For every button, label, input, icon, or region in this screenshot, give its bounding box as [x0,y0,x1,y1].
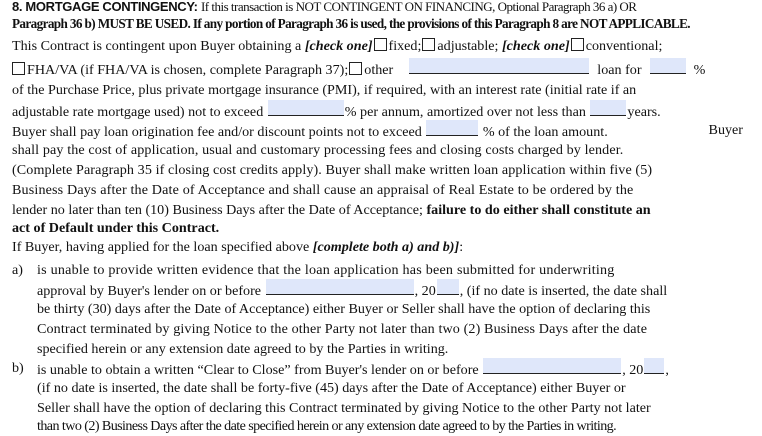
percent-sign: % [693,62,706,78]
underwriting-date-field[interactable] [266,279,414,295]
paragraph-35-text: (Complete Paragraph 35 if closing cost credits apply). Buyer shall make written loan application within five (5) [12,162,653,178]
appraisal-line [12,180,743,200]
condition-a-text-3: be thirty (30) days after the Date of Acceptance) either Buyer or Seller shall have the option of declaring this [37,301,651,317]
costs-text: shall pay the cost of application, usual and customary processing fees and closing costs charged by lender. [12,142,624,158]
conventional-checkbox[interactable] [571,38,584,51]
condition-b-line-1-content [37,358,743,380]
condition-a-line-2 [0,279,762,299]
condition-a-line-1 [0,260,762,280]
paragraph-35-line [12,160,743,180]
underwriting-year-field[interactable] [437,279,459,295]
loan-for-label: loan for [597,62,642,78]
condition-a-line-5 [0,339,762,359]
default-warning-text-2: act of Default under this Contract. [12,220,220,236]
complete-both-instruction: [complete both a) and b)] [312,239,460,255]
per-annum-text: % per annum, amortized over not less than [344,104,586,120]
condition-b-line-3 [0,398,762,418]
condition-a-line-2-content [37,279,743,301]
condition-b-text-3: Seller shall have the option of declaring this Contract terminated by giving Notice to the other Party not later [37,400,651,416]
adjustable-label: adjustable; [437,38,499,54]
fha-line [12,58,746,78]
condition-b-line-1 [0,358,762,378]
condition-text-a: If this transaction is NOT CONTINGENT ON FINANCING, Optional Paragraph 36 a) OR [200,0,637,14]
if-buyer-text: If Buyer, having applied for the loan specified above [12,239,310,255]
condition-b-text-4: than two (2) Business Days after the date specified herein or any extension date agreed to by the Parties in writing. [37,418,617,434]
loan-type-line [12,36,750,56]
item-a-marker: a) [12,262,23,278]
amortization-years-field[interactable] [590,100,626,116]
condition-a-line-3 [0,299,762,319]
condition-a-line-4 [0,319,762,339]
condition-b-text-1: is unable to obtain a written “Clear to Close” from Buyer's lender on or before [37,362,479,378]
condition-b-line-4 [0,416,762,436]
condition-b-line-2 [0,378,762,398]
condition-b-text-2: (if no date is inserted, the date shall be forty-five (45) days after the Date of Acceptance) either Buyer or [37,380,626,396]
origination-fee-field[interactable] [426,120,478,136]
other-checkbox[interactable] [349,62,362,75]
origination-fee-text: Buyer shall pay loan origination fee and/or discount points not to exceed [12,124,422,140]
item-b-marker: b) [12,360,24,376]
adjustable-rate-text: adjustable rate mortgage used) not to exceed [12,104,264,120]
fha-va-checkbox[interactable] [12,62,25,75]
interest-rate-line [12,100,743,120]
condition-a-text-1: is unable to provide written evidence that the loan application has been submitted for underwriting [37,262,615,278]
lender-deadline-text: lender no later than ten (10) Business Days after the Date of Acceptance; [12,202,423,218]
section-heading: MORTGAGE CONTINGENCY: [25,0,198,14]
other-label: other [364,62,394,78]
condition-a-text-2: approval by Buyer's lender on or before [37,283,262,299]
purchase-price-text: of the Purchase Price, plus private mortgage insurance (PMI), if required, with an interest rate (initial rate if an [12,82,637,98]
fixed-label: fixed; [388,38,422,54]
section-number: 8. [12,0,23,14]
conventional-label: conventional; [585,38,663,54]
buyer-word: Buyer [708,122,743,138]
fixed-checkbox[interactable] [374,38,387,51]
contingent-text: This Contract is contingent upon Buyer obtaining a [12,38,302,54]
years-label: years. [627,104,661,120]
origination-fee-line [12,120,743,140]
condition-a-text-4: Contract terminated by giving Notice to the other Party not later than two (2) Business Days after the date [37,321,648,337]
interest-rate-field[interactable] [268,100,344,116]
loan-percent-field[interactable] [650,58,686,74]
year-prefix-a: , 20 [414,283,436,299]
default-line [12,200,743,220]
adjustable-checkbox[interactable] [422,38,435,51]
condition-a-text-5: specified herein or any extension date agreed to by the Parties in writing. [37,341,449,357]
condition-line [12,14,754,34]
condition-text-b: Paragraph 36 b) MUST BE USED. If any portion of Paragraph 36 is used, the provisions of this Paragraph 8 are NOT APPLICABLE. [12,16,690,31]
default-line-2 [12,218,743,238]
other-loan-type-field[interactable] [409,58,589,74]
check-one-instruction: [check one] [304,38,373,54]
appraisal-text: Business Days after the Date of Acceptance and shall cause an appraisal of Real Estate to be ordered by the [12,182,634,198]
loan-amount-text: % of the loan amount. [482,124,608,140]
clear-to-close-year-field[interactable] [644,358,664,374]
costs-line [12,140,743,160]
purchase-price-line [12,80,743,100]
default-warning-text: failure to do either shall constitute an [426,202,651,218]
year-suffix-b: , [665,362,669,378]
condition-a-text-2b: , (if no date is inserted, the date shall [459,283,668,299]
clear-to-close-date-field[interactable] [483,358,621,374]
if-buyer-line [12,237,743,257]
check-one-instruction-2: [check one] [501,38,570,54]
year-prefix-b: , 20 [622,362,644,378]
fha-va-label: FHA/VA (if FHA/VA is chosen, complete Paragraph 37); [27,62,349,78]
colon: : [459,239,464,255]
